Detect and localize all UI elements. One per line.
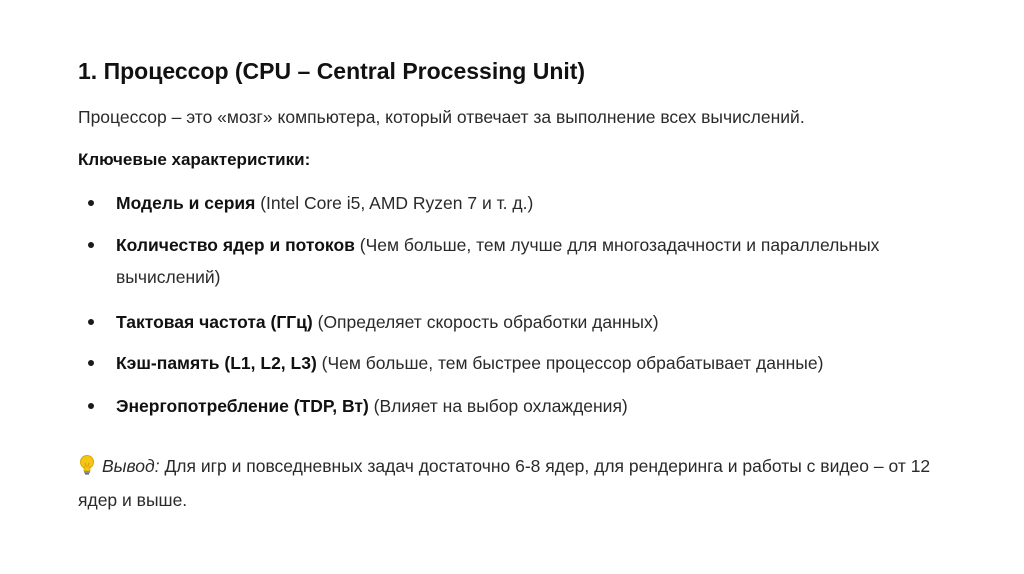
intro-paragraph: Процессор – это «мозг» компьютера, который отвечает за выполнение всех вычислений. <box>78 107 805 127</box>
list-item-term: Модель и серия <box>116 193 256 213</box>
conclusion-text: Для игр и повседневных задач достаточно 6-8 ядер, для рендеринга и работы с видео – от 12 ядер и выше. <box>78 456 931 510</box>
bullet-icon <box>88 403 94 409</box>
list-item-text <box>116 187 958 219</box>
list-item-term: Количество ядер и потоков <box>116 235 355 255</box>
list-item <box>78 306 958 338</box>
list-item-term: Тактовая частота (ГГц) <box>116 312 313 332</box>
lightbulb-icon <box>78 454 96 476</box>
list-item-term: Кэш-память (L1, L2, L3) <box>116 353 317 373</box>
bullet-icon <box>88 242 94 248</box>
bullet-icon <box>88 360 94 366</box>
list-item-text <box>116 229 958 293</box>
page-title: 1. Процессор (CPU – Central Processing Unit) <box>78 58 586 84</box>
list-item <box>78 347 958 379</box>
list-item-detail: (Определяет скорость обработки данных) <box>312 312 659 332</box>
bullet-icon <box>88 319 94 325</box>
list-item-text <box>116 347 958 379</box>
list-item-text <box>116 306 958 338</box>
list-item-detail: (Чем больше, тем быстрее процессор обрабатывает данные) <box>316 353 824 373</box>
list-item-text <box>116 390 958 422</box>
bullet-icon <box>88 200 94 206</box>
conclusion-paragraph <box>78 449 958 517</box>
conclusion-label: Вывод: <box>102 456 160 476</box>
list-item-detail: (Intel Core i5, AMD Ryzen 7 и т. д.) <box>255 193 534 213</box>
list-item-detail: (Чем больше, тем лучше для многозадачности и параллельных вычислений) <box>116 235 880 287</box>
list-item <box>78 229 958 293</box>
section-subheading: Ключевые характеристики: <box>78 150 311 169</box>
list-item <box>78 390 958 422</box>
list-item-detail: (Влияет на выбор охлаждения) <box>368 396 628 416</box>
list-item-term: Энергопотребление (TDP, Вт) <box>116 396 369 416</box>
list-item <box>78 187 958 219</box>
